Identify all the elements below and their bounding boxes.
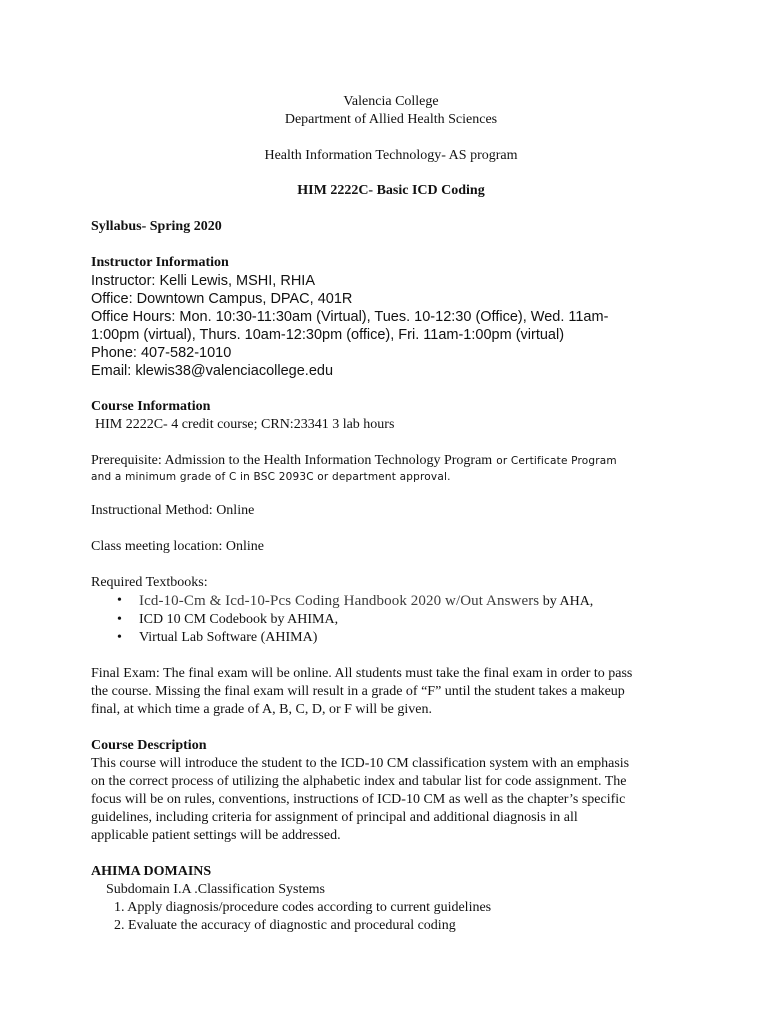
textbook-title: ICD 10 CM Codebook by AHIMA, <box>139 612 339 627</box>
course-description-heading: Course Description <box>91 738 207 753</box>
textbook-list <box>91 592 691 647</box>
ahima-domains-heading: AHIMA DOMAINS <box>91 864 212 879</box>
office-hours-line-1: Office Hours: Mon. 10:30-11:30am (Virtual), Tues. 10-12:30 (Office), Wed. 11am- <box>91 309 609 325</box>
course-information-section <box>91 398 691 434</box>
textbook-suffix: by AHA, <box>539 594 594 609</box>
ahima-item: 2. Evaluate the accuracy of diagnostic and procedural coding <box>114 918 456 933</box>
prerequisite-line-2: and a minimum grade of C in BSC 2093C or department approval. <box>91 471 451 483</box>
textbook-title: Virtual Lab Software (AHIMA) <box>139 630 318 645</box>
syllabus-page <box>91 93 691 935</box>
course-description-line: guidelines, including criteria for assignment of principal and additional diagnosis in all <box>91 810 578 825</box>
phone-line: Phone: 407-582-1010 <box>91 345 232 361</box>
final-exam-line: the course. Missing the final exam will result in a grade of “F” until the student takes a makeup <box>91 684 625 699</box>
ahima-item: 1. Apply diagnosis/procedure codes according to current guidelines <box>114 900 492 915</box>
department-name: Department of Allied Health Sciences <box>284 112 498 127</box>
course-description-line: applicable patient settings will be addressed. <box>91 828 341 843</box>
textbooks-section <box>91 574 691 647</box>
bullet-icon: • <box>117 593 122 608</box>
course-description-section <box>91 737 691 845</box>
textbook-item <box>91 629 691 647</box>
final-exam-section <box>91 665 691 719</box>
instructional-method: Instructional Method: Online <box>91 503 255 518</box>
ahima-subdomain: Subdomain I.A .Classification Systems <box>106 882 325 897</box>
prerequisite-tail: or Certificate Program <box>496 455 617 467</box>
course-details: HIM 2222C- 4 credit course; CRN:23341 3 lab hours <box>95 417 395 432</box>
course-title: HIM 2222C- Basic ICD Coding <box>297 183 485 198</box>
office-hours-line-2: 1:00pm (virtual), Thurs. 10am-12:30pm (office), Fri. 11am-1:00pm (virtual) <box>91 327 565 343</box>
textbook-title: Icd-10-Cm & Icd-10-Pcs Coding Handbook 2020 w/Out Answers <box>139 593 540 609</box>
prerequisite-block <box>91 452 691 484</box>
office-line: Office: Downtown Campus, DPAC, 401R <box>91 291 353 307</box>
email-line: Email: klewis38@valenciacollege.edu <box>91 363 334 379</box>
college-name: Valencia College <box>343 94 439 109</box>
meeting-location: Class meeting location: Online <box>91 539 265 554</box>
course-description-line: on the correct process of utilizing the alphabetic index and tabular list for code assignment. The <box>91 774 627 789</box>
bullet-icon: • <box>117 630 122 645</box>
textbooks-heading: Required Textbooks: <box>91 575 208 590</box>
course-information-heading: Course Information <box>91 399 211 414</box>
instructor-line: Instructor: Kelli Lewis, MSHI, RHIA <box>91 273 315 289</box>
prerequisite-text: Prerequisite: Admission to the Health Information Technology Program <box>91 453 493 468</box>
course-description-line: focus will be on rules, conventions, instructions of ICD-10 CM as well as the chapter’s specific <box>91 792 626 807</box>
final-exam-line: final, at which time a grade of A, B, C, D, or F will be given. <box>91 702 432 717</box>
textbook-item <box>91 611 691 629</box>
course-description-line: This course will introduce the student to the ICD-10 CM classification system with an emphasis <box>91 756 630 771</box>
textbook-item <box>91 592 691 611</box>
final-exam-line: Final Exam: The final exam will be online. All students must take the final exam in order to pass <box>91 666 633 681</box>
ahima-domains-section <box>91 863 691 935</box>
syllabus-term: Syllabus- Spring 2020 <box>91 219 222 234</box>
bullet-icon: • <box>117 612 122 627</box>
program-name: Health Information Technology- AS program <box>264 148 518 163</box>
instructor-information-section <box>91 254 691 380</box>
instructor-information-heading: Instructor Information <box>91 255 229 270</box>
